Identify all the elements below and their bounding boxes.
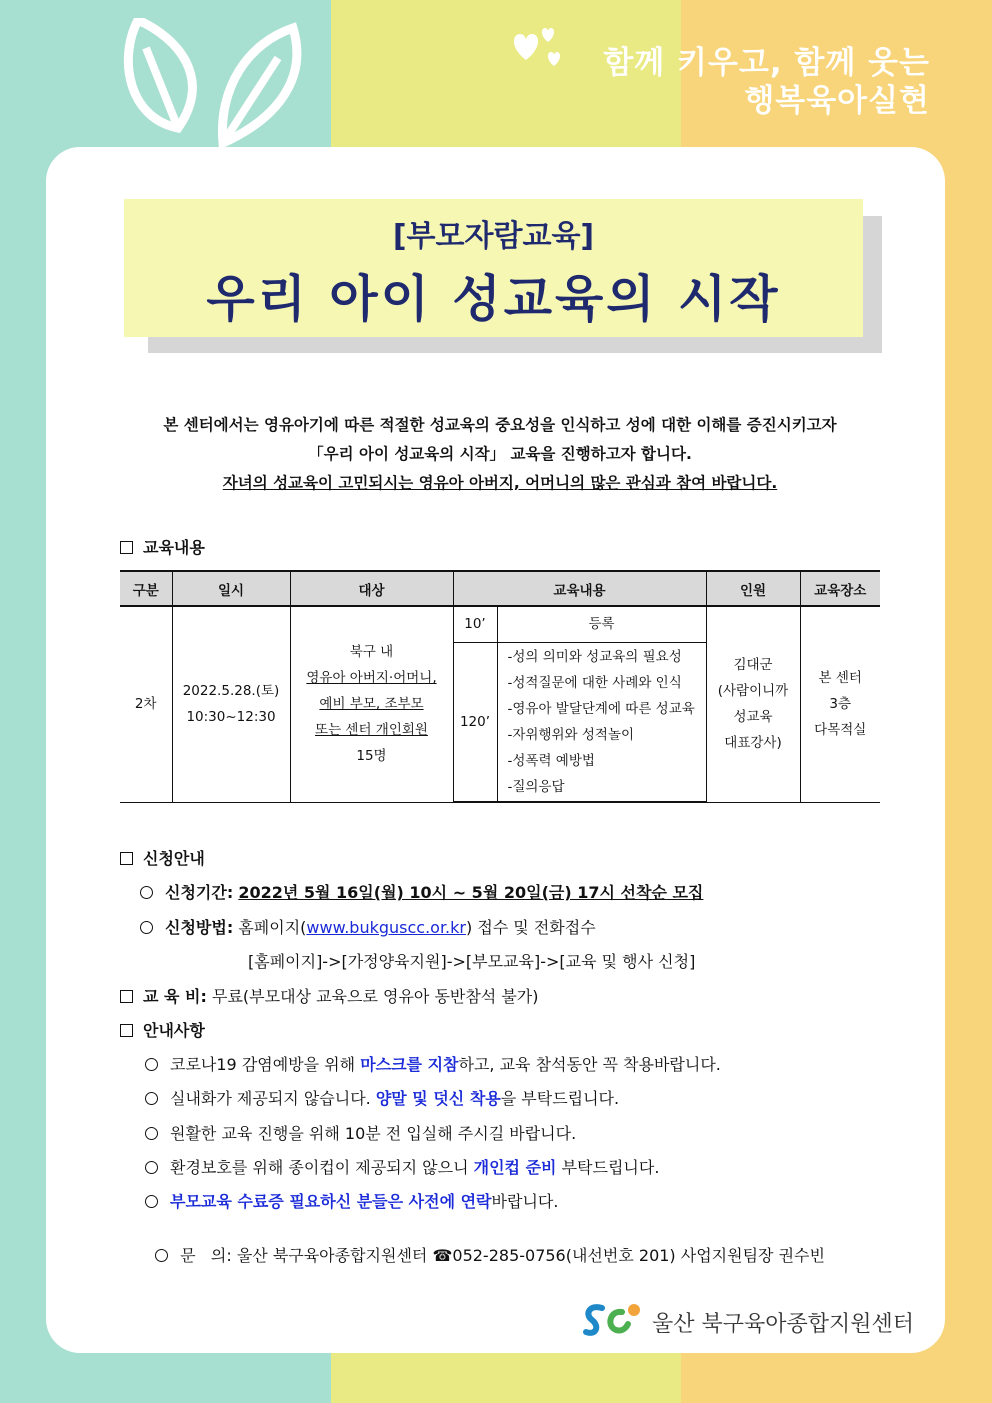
slogan bbox=[603, 44, 930, 120]
notice-item bbox=[145, 1189, 558, 1212]
circle-bullet-icon bbox=[145, 1195, 158, 1208]
apply-method-label: 신청방법: bbox=[165, 918, 234, 937]
hearts-icon bbox=[508, 22, 568, 72]
instructor-line3: 성교육 bbox=[733, 709, 773, 726]
topic-item: -질의응답 bbox=[507, 778, 565, 795]
square-bullet-icon bbox=[120, 990, 133, 1003]
notice4-a: 환경보호를 위해 종이컵이 제공되지 않으니 bbox=[170, 1158, 474, 1177]
target-line5: 15명 bbox=[356, 748, 387, 765]
header-target: 대상 bbox=[290, 571, 453, 606]
apply-method-pre: 홈페이지( bbox=[238, 918, 307, 937]
apply-method bbox=[140, 915, 596, 938]
header-instructor: 인원 bbox=[706, 571, 800, 606]
notice-item bbox=[145, 1155, 659, 1178]
topic-item: -성폭력 예방법 bbox=[507, 752, 595, 769]
place-line2: 3층 bbox=[829, 696, 852, 713]
intro-text bbox=[100, 411, 900, 498]
notice-item bbox=[145, 1086, 619, 1109]
leaves-icon bbox=[118, 18, 318, 148]
header-category: 구분 bbox=[120, 571, 172, 606]
section-notice-label: 안내사항 bbox=[143, 1021, 205, 1040]
cell-time: 10:30~12:30 bbox=[186, 709, 276, 726]
circle-bullet-icon bbox=[145, 1161, 158, 1174]
fee-label: 교 육 비: bbox=[143, 987, 207, 1006]
notice-item bbox=[145, 1224, 825, 1266]
cell-topics bbox=[497, 642, 706, 802]
apply-period bbox=[140, 880, 703, 903]
cell-reg-label: 등록 bbox=[497, 606, 706, 642]
organization-logo-icon bbox=[582, 1300, 646, 1340]
topic-item: -성의 의미와 성교육의 필요성 bbox=[507, 648, 682, 665]
place-line3: 다목적실 bbox=[814, 722, 867, 739]
notice1-b: 마스크를 지참 bbox=[360, 1055, 459, 1074]
intro-line3: 자녀의 성교육이 고민되시는 영유아 아버지, 어머니의 많은 관심과 참여 바랍니다. bbox=[222, 474, 778, 492]
circle-bullet-icon bbox=[140, 886, 153, 899]
apply-period-label: 신청기간: bbox=[165, 883, 234, 902]
intro-line1: 본 센터에서는 영유아기에 따른 적절한 성교육의 중요성을 인식하고 성에 대한 이해를 증진시키고자 bbox=[163, 416, 837, 434]
notice1-a: 코로나19 감염예방을 위해 bbox=[170, 1055, 361, 1074]
notice-item bbox=[145, 1121, 576, 1144]
cell-main-minutes: 120’ bbox=[453, 642, 497, 802]
section-notice-heading bbox=[120, 1018, 205, 1041]
target-line2: 영유아 아버지·어머니, bbox=[306, 670, 437, 687]
notice2-a: 실내화가 제공되지 않습니다. bbox=[170, 1089, 376, 1108]
cell-place bbox=[800, 606, 880, 802]
title-box bbox=[124, 199, 863, 337]
target-line3: 예비 부모, 조부모 bbox=[319, 696, 424, 713]
notice2-b: 양말 및 덧신 착용 bbox=[375, 1089, 501, 1108]
homepage-link[interactable]: www.bukguscc.or.kr bbox=[306, 918, 466, 937]
header-content: 교육내용 bbox=[453, 571, 706, 606]
notice1-c: 하고, 교육 참석동안 꼭 착용바랍니다. bbox=[458, 1055, 721, 1074]
title-sub: [부모자람교육] bbox=[392, 219, 595, 254]
notice4-b: 개인컵 준비 bbox=[473, 1158, 557, 1177]
notice5-a: 부모교육 수료증 필요하신 분들은 사전에 연락 bbox=[170, 1192, 492, 1211]
intro-line2: 「우리 아이 성교육의 시작」 교육을 진행하고자 합니다. bbox=[308, 445, 692, 463]
notice4-c: 부탁드립니다. bbox=[556, 1158, 660, 1177]
section-apply-heading bbox=[120, 846, 205, 869]
notice-item bbox=[145, 1052, 721, 1075]
apply-method-post: ) 접수 및 전화접수 bbox=[465, 918, 596, 937]
circle-bullet-icon bbox=[140, 921, 153, 934]
slogan-line2: 행복육아실현 bbox=[744, 83, 930, 119]
notice6: 문 의: 울산 북구육아종합지원센터 ☎052-285-0756(내선번호 201) 사업지원팀장 권수빈 bbox=[180, 1246, 825, 1265]
cell-instructor bbox=[706, 606, 800, 802]
education-table bbox=[120, 570, 880, 803]
notice2-c: 을 부탁드립니다. bbox=[500, 1089, 620, 1108]
cell-reg-minutes: 10’ bbox=[453, 606, 497, 642]
fee-value: 무료(부모대상 교육으로 영유아 동반참석 불가) bbox=[212, 987, 539, 1006]
cell-target bbox=[290, 606, 453, 802]
apply-method-path: [홈페이지]->[가정양육지원]->[부모교육]->[교육 및 행사 신청] bbox=[248, 952, 696, 971]
cell-date: 2022.5.28.(토) bbox=[182, 683, 280, 700]
table-row bbox=[120, 606, 880, 642]
square-bullet-icon bbox=[120, 541, 133, 554]
header-datetime: 일시 bbox=[172, 571, 290, 606]
header-place: 교육장소 bbox=[800, 571, 880, 606]
section-content-heading bbox=[120, 535, 205, 558]
apply-period-value: 2022년 5월 16일(월) 10시 ~ 5월 20일(금) 17시 선착순 모집 bbox=[238, 883, 704, 902]
notice3: 원활한 교육 진행을 위해 10분 전 입실해 주시길 바랍니다. bbox=[170, 1124, 577, 1143]
target-line1: 북구 내 bbox=[349, 644, 394, 661]
circle-bullet-icon bbox=[155, 1249, 168, 1262]
circle-bullet-icon bbox=[145, 1127, 158, 1140]
place-line1: 본 센터 bbox=[818, 670, 862, 687]
instructor-line1: 김대군 bbox=[733, 657, 773, 674]
section-apply-label: 신청안내 bbox=[143, 849, 205, 868]
circle-bullet-icon bbox=[145, 1092, 158, 1105]
circle-bullet-icon bbox=[145, 1058, 158, 1071]
instructor-line2: (사람이니까 bbox=[717, 683, 789, 700]
cell-round: 2차 bbox=[120, 606, 172, 802]
page-title: 우리 아이 성교육의 시작 bbox=[206, 270, 781, 328]
fee-line bbox=[120, 984, 539, 1007]
topic-item: -자위행위와 성적놀이 bbox=[507, 726, 635, 743]
section-content-label: 교육내용 bbox=[143, 538, 205, 557]
organization-name: 울산 북구육아종합지원센터 bbox=[652, 1312, 915, 1337]
slogan-line1: 함께 키우고, 함께 웃는 bbox=[603, 45, 930, 81]
square-bullet-icon bbox=[120, 852, 133, 865]
topic-item: -성적질문에 대한 사례와 인식 bbox=[507, 674, 682, 691]
square-bullet-icon bbox=[120, 1024, 133, 1037]
cell-datetime bbox=[172, 606, 290, 802]
notice5-b: 바랍니다. bbox=[491, 1192, 559, 1211]
topic-item: -영유아 발달단계에 따른 성교육 bbox=[507, 700, 695, 717]
table-header-row bbox=[120, 571, 880, 606]
instructor-line4: 대표강사) bbox=[724, 735, 782, 752]
target-line4: 또는 센터 개인회원 bbox=[315, 722, 428, 739]
